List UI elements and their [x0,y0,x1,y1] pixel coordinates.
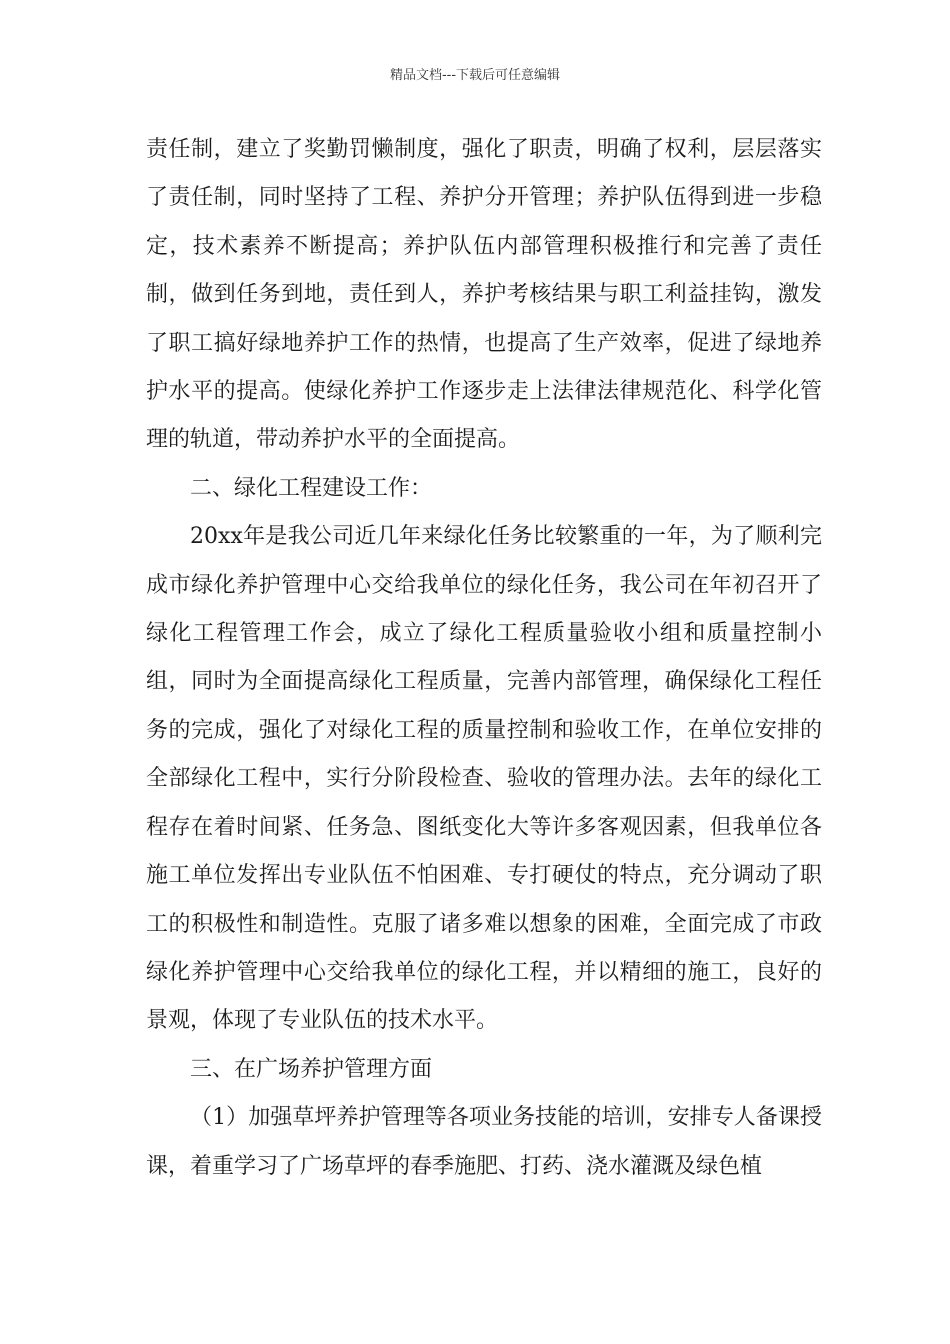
document-body [146,126,822,1191]
page-header: 精品文档---下载后可任意编辑 [389,68,561,83]
paragraph-responsibility: 责任制，建立了奖勤罚懒制度，强化了职责，明确了权利，层层落实了责任制，同时坚持了工程、养护分开管理；养护队伍得到进一步稳定，技术素养不断提高；养护队伍内部管理积极推行和完善了责任制，做到任务到地，责任到人，养护考核结果与职工利益挂钩，激发了职工搞好绿地养护工作的热情，也提高了生产效率，促进了绿地养护水平的提高。使绿化养护工作逐步走上法律法律规范化、科学化管理的轨道，带动养护水平的全面提高。 [146,137,822,453]
paragraph-lawn-training: （1）加强草坪养护管理等各项业务技能的培训，安排专人备课授课，着重学习了广场草坪的春季施肥、打药、浇水灌溉及绿色植 [146,1105,822,1179]
section-heading-greening-construction: 二、绿化工程建设工作： [190,475,433,501]
paragraph-greening-construction: 20xx年是我公司近几年来绿化任务比较繁重的一年，为了顺利完成市绿化养护管理中心交给我单位的绿化任务，我公司在年初召开了绿化工程管理工作会，成立了绿化工程质量验收小组和质量控制小组，同时为全面提高绿化工程质量，完善内部管理，确保绿化工程任务的完成，强化了对绿化工程的质量控制和验收工作，在单位安排的全部绿化工程中，实行分阶段检查、验收的管理办法。去年的绿化工程存在着时间紧、任务急、图纸变化大等许多客观因素，但我单位各施工单位发挥出专业队伍不怕困难、专打硬仗的特点，充分调动了职工的积极性和制造性。克服了诸多难以想象的困难，全面完成了市政绿化养护管理中心交给我单位的绿化工程，并以精细的施工，良好的景观，体现了专业队伍的技术水平。 [146,524,822,1034]
section-heading-square-maintenance: 三、在广场养护管理方面 [190,1056,433,1082]
